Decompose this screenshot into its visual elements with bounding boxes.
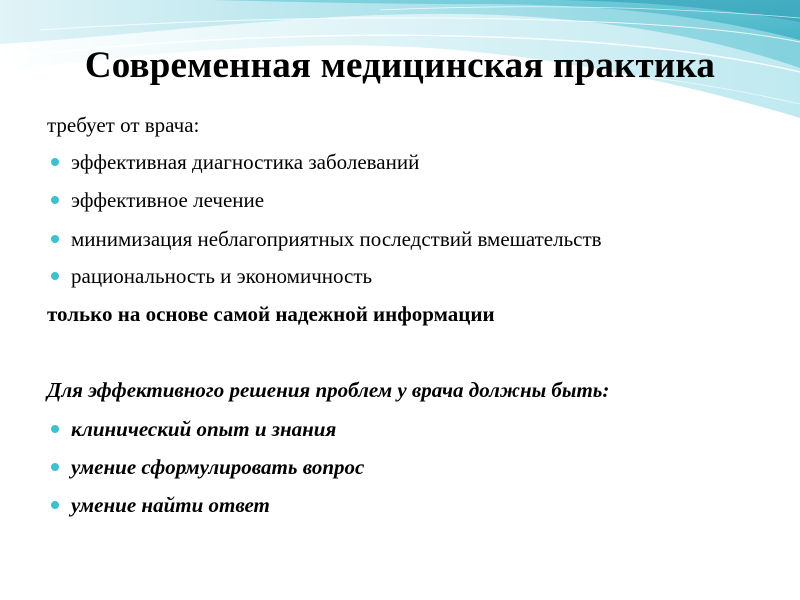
bullet-icon: [51, 272, 59, 280]
list-item-text: клинический опыт и знания: [71, 417, 337, 441]
list-item-text: умение найти ответ: [71, 493, 270, 517]
list-item-text: умение сформулировать вопрос: [71, 455, 365, 479]
list-item-text: рациональность и экономичность: [71, 264, 373, 288]
bullet-icon: [51, 425, 59, 433]
slide-title: Современная медицинская практика: [84, 45, 716, 86]
bullet-icon: [51, 501, 59, 509]
basis-text: только на основе самой надежной информации: [47, 302, 495, 326]
bullet-icon: [51, 158, 59, 166]
bullet-icon: [51, 463, 59, 471]
bullet-icon: [51, 235, 59, 243]
list-item-text: минимизация неблагоприятных последствий вмешательств: [71, 227, 602, 251]
intro-text: требует от врача:: [47, 113, 200, 137]
list-item-text: эффективное лечение: [71, 188, 265, 212]
list-item-text: эффективная диагностика заболеваний: [71, 150, 420, 174]
bullet-icon: [51, 196, 59, 204]
skills-heading: Для эффективного решения проблем у врача должны быть:: [47, 378, 610, 402]
